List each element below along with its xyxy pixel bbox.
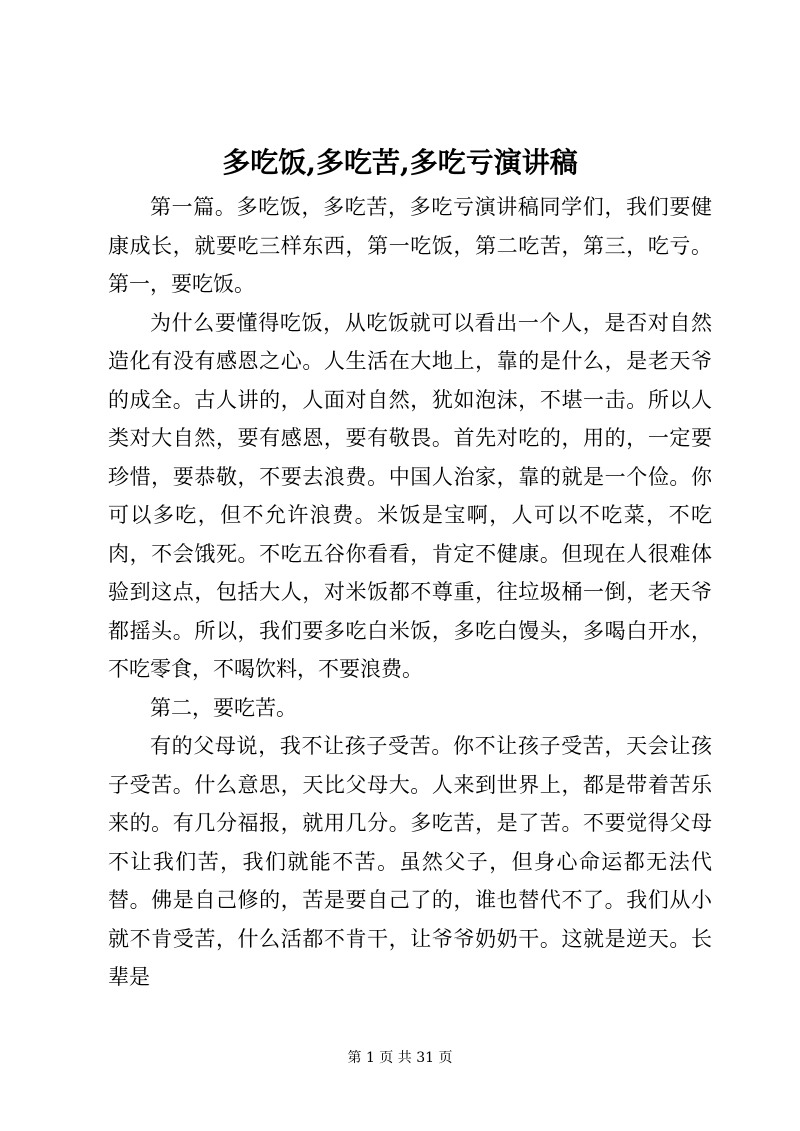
document-title: 多吃饭,多吃苦,多吃亏演讲稿 — [222, 146, 578, 179]
paragraph-2: 为什么要懂得吃饭，从吃饭就可以看出一个人，是否对自然造化有没有感恩之心。人生活在大地上，靠的是什么，是老天爷的成全。古人讲的，人面对自然，犹如泡沫，不堪一击。所以人类对大自然，要有感恩，要有敬畏。首先对吃的，用的，一定要珍惜，要恭敬，不要去浪费。中国人治家，靠的就是一个俭。你可以多吃，但不允许浪费。米饭是宝啊，人可以不吃菜，不吃肉，不会饿死。不吃五谷你看看，肯定不健康。但现在人很难体验到这点，包括大人，对米饭都不尊重，往垃圾桶一倒，老天爷都摇头。所以，我们要多吃白米饭，多吃白馒头，多喝白开水，不吃零食，不喝饮料，不要浪费。 — [108, 310, 712, 681]
document-body — [108, 188, 712, 997]
paragraph-4: 有的父母说，我不让孩子受苦。你不让孩子受苦，天会让孩子受苦。什么意思，天比父母大。人来到世界上，都是带着苦乐来的。有几分福报，就用几分。多吃苦，是了苦。不要觉得父母不让我们苦，我们就能不苦。虽然父子，但身心命运都无法代替。佛是自己修的，苦是要自己了的，谁也替代不了。我们从小就不肯受苦，什么活都不肯干，让爷爷奶奶干。这就是逆天。长辈是 — [108, 734, 712, 989]
paragraph-1: 第一篇。多吃饭，多吃苦，多吃亏演讲稿同学们，我们要健康成长，就要吃三样东西，第一吃饭，第二吃苦，第三，吃亏。第一，要吃饭。 — [108, 195, 712, 296]
page-number-footer: 第 1 页 共 31 页 — [347, 1050, 453, 1066]
paragraph-3: 第二，要吃苦。 — [150, 695, 297, 720]
